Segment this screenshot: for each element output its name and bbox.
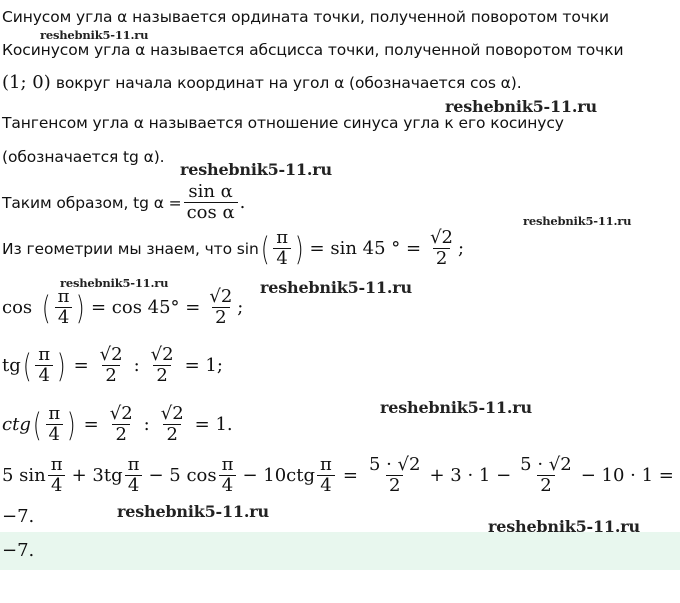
two: 2 <box>102 365 119 387</box>
equals: = <box>73 355 89 377</box>
watermark: reshebnik5-11.ru <box>380 398 532 417</box>
minus-ten-times-one: − 10 · 1 = <box>580 465 674 487</box>
pi: π <box>38 344 51 365</box>
tan-formula <box>2 182 245 223</box>
ctg-pi4-line <box>2 404 233 445</box>
cos-definition-continued <box>2 72 522 93</box>
cos-pi4-line <box>2 287 243 328</box>
five-sqrt2-over-2 <box>366 455 424 496</box>
right-paren: ) <box>294 229 304 268</box>
two: 2 <box>537 475 554 497</box>
pi: π <box>57 286 70 307</box>
fraction-numerator: sin α <box>188 181 233 202</box>
sqrt2-over-2 <box>427 228 456 269</box>
pi-over-4 <box>45 404 63 445</box>
answer-value: −7. <box>2 540 35 561</box>
two: 2 <box>153 365 170 387</box>
four: 4 <box>219 475 236 497</box>
pi: π <box>50 454 63 475</box>
watermark: reshebnik5-11.ru <box>523 214 632 228</box>
sqrt2: √2 <box>430 227 453 248</box>
tan-formula-prefix: Таким образом, tg α = <box>2 193 182 212</box>
watermark: reshebnik5-11.ru <box>445 97 597 116</box>
watermark: reshebnik5-11.ru <box>260 278 412 297</box>
sqrt2: √2 <box>209 286 233 307</box>
left-paren: ( <box>260 229 270 268</box>
pi-over-4 <box>219 455 237 496</box>
pi-over-4 <box>125 455 143 496</box>
two: 2 <box>212 307 229 329</box>
semicolon: ; <box>237 297 244 319</box>
pi: π <box>320 454 332 475</box>
watermark: reshebnik5-11.ru <box>117 502 269 521</box>
sqrt2: √2 <box>160 403 184 424</box>
four: 4 <box>55 307 72 329</box>
equals-one: = 1; <box>184 355 223 377</box>
period: . <box>239 192 246 214</box>
term-3tg: + 3tg <box>71 465 123 487</box>
watermark: reshebnik5-11.ru <box>488 517 640 536</box>
pi-over-4 <box>48 455 66 496</box>
pi-over-4 <box>273 228 291 269</box>
equals: = <box>83 414 99 436</box>
tan-definition: Тангенсом угла α называется отношение синуса угла к его косинусу <box>2 114 564 132</box>
four: 4 <box>125 475 142 497</box>
expression-line <box>2 455 674 496</box>
right-paren: ) <box>67 405 76 444</box>
sqrt2: √2 <box>99 344 123 365</box>
five-sqrt2: 5 · √2 <box>368 454 421 475</box>
expression-result: −7. <box>2 506 35 527</box>
pi: π <box>48 403 61 424</box>
sqrt2-over-2 <box>158 404 187 445</box>
sin-pi4-line <box>2 228 464 269</box>
sqrt2-over-2 <box>206 287 235 328</box>
sin45-equals: = sin 45 ° = <box>309 238 422 260</box>
sqrt2-over-2 <box>107 404 136 445</box>
two: 2 <box>163 424 180 446</box>
cos45-equals: = cos 45° = <box>90 297 201 319</box>
term-10ctg: − 10ctg <box>242 465 315 487</box>
sin-definition: Синусом угла α называется ордината точки, полученной поворотом точки <box>2 8 610 26</box>
equals-one: = 1. <box>194 414 233 436</box>
sqrt2: √2 <box>150 344 174 365</box>
pi-over-4 <box>35 345 53 386</box>
term-5cos: − 5 cos <box>148 465 217 487</box>
term-5sin: 5 sin <box>2 465 46 487</box>
four: 4 <box>46 424 63 446</box>
right-paren: ) <box>56 346 66 385</box>
watermark: reshebnik5-11.ru <box>180 160 332 179</box>
two: 2 <box>112 424 129 446</box>
four: 4 <box>317 475 334 497</box>
pi: π <box>127 454 140 475</box>
watermark: reshebnik5-11.ru <box>60 276 169 290</box>
point-coordinates: (1; 0) <box>2 72 51 93</box>
five-sqrt2: 5 · √2 <box>520 454 572 475</box>
four: 4 <box>273 248 290 270</box>
sqrt2-over-2 <box>148 345 177 386</box>
pi-over-4 <box>55 287 73 328</box>
two: 2 <box>386 475 403 497</box>
plus-three-times-one: + 3 · 1 − <box>429 465 512 487</box>
pi: π <box>221 454 234 475</box>
left-paren: ( <box>22 346 32 385</box>
four: 4 <box>48 475 65 497</box>
four: 4 <box>35 365 52 387</box>
right-paren: ) <box>76 288 86 327</box>
two: 2 <box>433 248 450 270</box>
left-paren: ( <box>32 405 42 444</box>
sqrt2-over-2 <box>97 345 126 386</box>
ctg-label: ctg <box>2 414 31 436</box>
tg-label: tg <box>2 355 21 377</box>
cos-label: cos <box>2 297 33 319</box>
semicolon: ; <box>458 238 465 260</box>
sin-over-cos-fraction <box>184 182 238 223</box>
left-paren: ( <box>42 288 51 327</box>
colon: : <box>133 355 140 377</box>
fraction-denominator: cos α <box>184 202 238 224</box>
tan-notation: (обозначается tg α). <box>2 148 165 166</box>
equals: = <box>342 465 358 487</box>
answer-box <box>0 532 680 570</box>
pi: π <box>276 227 289 248</box>
sqrt2: √2 <box>109 403 133 424</box>
pi-over-4 <box>317 455 335 496</box>
cos-definition: Косинусом угла α называется абсцисса точки, полученной поворотом точки <box>2 41 624 59</box>
cos-definition-tail: вокруг начала координат на угол α (обозначается cos α). <box>55 74 522 92</box>
watermark: reshebnik5-11.ru <box>40 28 149 42</box>
five-sqrt2-over-2 <box>517 455 575 496</box>
geometry-prefix: Из геометрии мы знаем, что sin <box>2 239 259 258</box>
tg-pi4-line <box>2 345 223 386</box>
colon: : <box>143 414 150 436</box>
